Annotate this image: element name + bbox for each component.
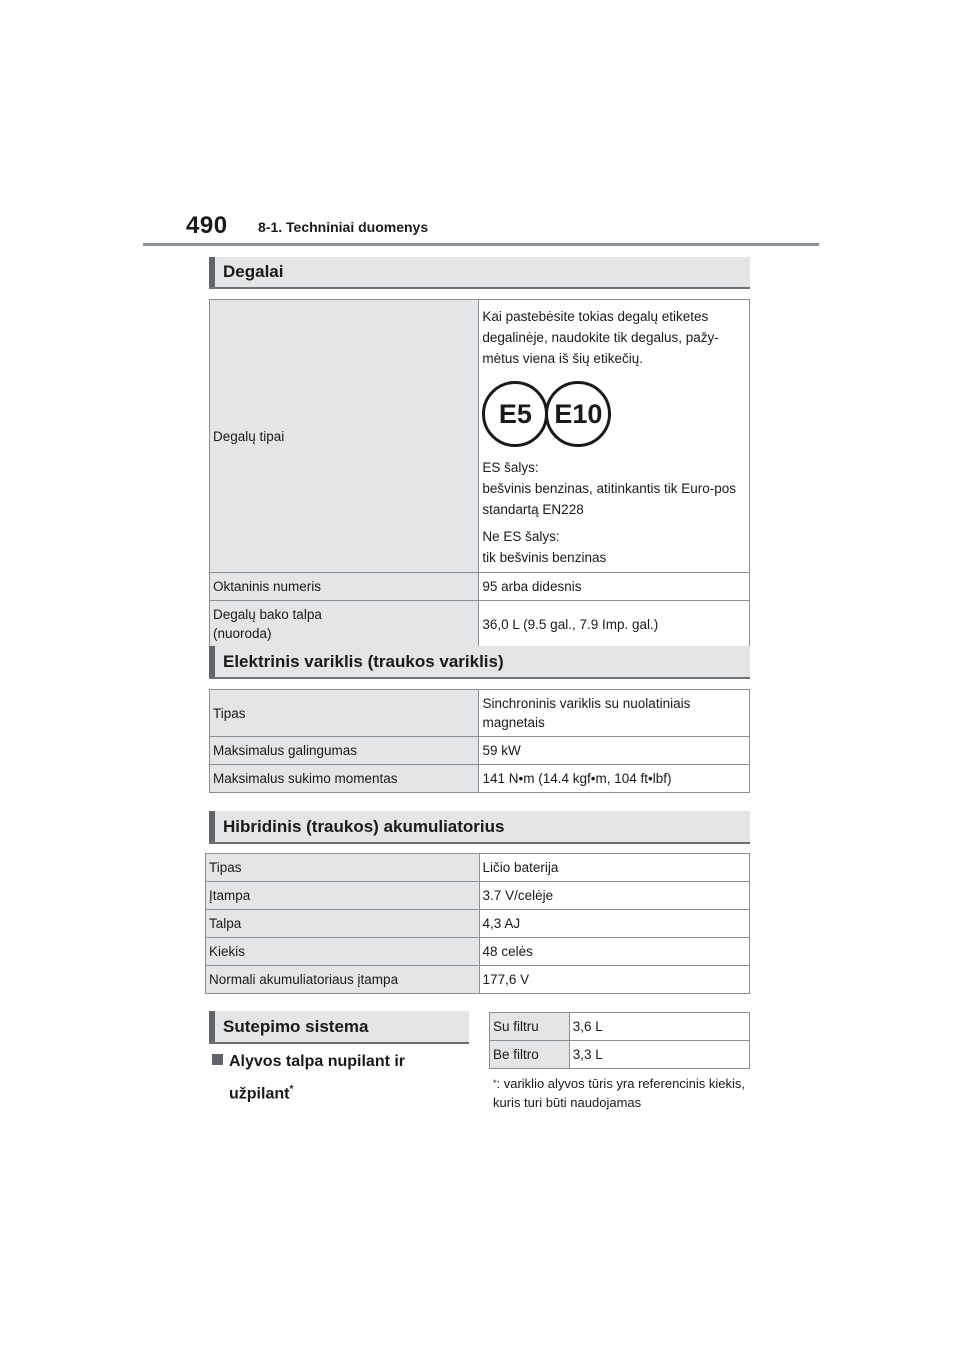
battery-type-label: Tipas — [206, 854, 480, 882]
e5-fuel-label-icon: E5 — [482, 381, 548, 447]
without-filter-value: 3,3 L — [569, 1041, 749, 1069]
table-row — [210, 601, 750, 648]
tank-capacity-value: 36,0 L (9.5 gal., 7.9 Imp. gal.) — [479, 601, 750, 648]
motor-torque-value: 141 N•m (14.4 kgf•m, 104 ft•lbf) — [479, 765, 750, 793]
motor-table — [209, 689, 750, 793]
table-row — [490, 1041, 750, 1069]
footnote-marker: * — [289, 1084, 294, 1095]
without-filter-label: Be filtro — [490, 1041, 570, 1069]
section-heading-fuel — [209, 257, 750, 289]
section-title: Degalai — [223, 262, 284, 281]
motor-power-label: Maksimalus galingumas — [210, 737, 479, 765]
with-filter-label: Su filtru — [490, 1013, 570, 1041]
octane-value: 95 arba didesnis — [479, 573, 750, 601]
battery-quantity-value: 48 celės — [479, 938, 749, 966]
motor-torque-label: Maksimalus sukimo momentas — [210, 765, 479, 793]
chapter-title: 8-1. Techniniai duomenys — [258, 219, 429, 235]
battery-voltage-value: 3.7 V/celėje — [479, 882, 749, 910]
footnote — [493, 1074, 763, 1112]
tank-capacity-label: Degalų bako talpa (nuoroda) — [210, 601, 479, 648]
fuel-label-badges — [482, 381, 746, 447]
table-row — [210, 573, 750, 601]
with-filter-value: 3,6 L — [569, 1013, 749, 1041]
table-row — [206, 854, 750, 882]
battery-quantity-label: Kiekis — [206, 938, 480, 966]
square-bullet-icon — [212, 1054, 223, 1065]
footnote-text: : variklio alyvos tūris yra referencinis kiekis, kuris turi būti naudojamas — [493, 1076, 746, 1110]
battery-capacity-value: 4,3 AJ — [479, 910, 749, 938]
non-eu-label: Ne ES šalys: — [482, 529, 560, 544]
table-row — [206, 910, 750, 938]
fuel-table — [209, 299, 750, 648]
table-row — [210, 737, 750, 765]
table-row — [210, 765, 750, 793]
battery-voltage-label: Įtampa — [206, 882, 480, 910]
footnote-marker: * — [493, 1078, 497, 1088]
oil-capacity-subheading: Alyvos talpa nupilant ir užpilant* — [212, 1048, 405, 1108]
eu-label: ES šalys: — [482, 460, 539, 475]
battery-capacity-label: Talpa — [206, 910, 480, 938]
motor-power-value: 59 kW — [479, 737, 750, 765]
battery-table — [205, 853, 750, 994]
fuel-type-value — [479, 300, 750, 573]
battery-nominal-voltage-value: 177,6 V — [479, 966, 749, 994]
table-row — [206, 938, 750, 966]
table-row — [210, 300, 750, 573]
section-title: Sutepimo sistema — [223, 1016, 369, 1036]
octane-label: Oktaninis numeris — [210, 573, 479, 601]
section-heading-battery — [209, 811, 750, 844]
section-title: Elektrinis variklis (traukos variklis) — [223, 651, 504, 671]
table-row — [210, 690, 750, 737]
section-heading-motor — [209, 646, 750, 679]
battery-nominal-voltage-label: Normali akumuliatoriaus įtampa — [206, 966, 480, 994]
eu-text: bešvinis benzinas, atitinkantis tik Euro-pos standartą EN228 — [482, 481, 737, 517]
oil-capacity-table — [489, 1012, 750, 1069]
section-title: Hibridinis (traukos) akumuliatorius — [223, 816, 505, 836]
non-eu-text: tik bešvinis benzinas — [482, 550, 607, 565]
page-number: 490 — [186, 212, 228, 239]
fuel-type-label: Degalų tipai — [210, 300, 479, 573]
table-row — [206, 882, 750, 910]
fuel-intro: Kai pastebėsite tokias degalų etiketes degalinėje, naudokite tik degalus, pažy-mėtus viena iš šių etikečių. — [482, 309, 719, 366]
section-heading-lubrication — [209, 1011, 469, 1044]
e10-fuel-label-icon: E10 — [545, 381, 611, 447]
table-row — [206, 966, 750, 994]
motor-type-label: Tipas — [210, 690, 479, 737]
motor-type-value: Sinchroninis variklis su nuolatiniais magnetais — [479, 690, 750, 737]
header-rule — [143, 243, 819, 246]
battery-type-value: Ličio baterija — [479, 854, 749, 882]
table-row — [490, 1013, 750, 1041]
